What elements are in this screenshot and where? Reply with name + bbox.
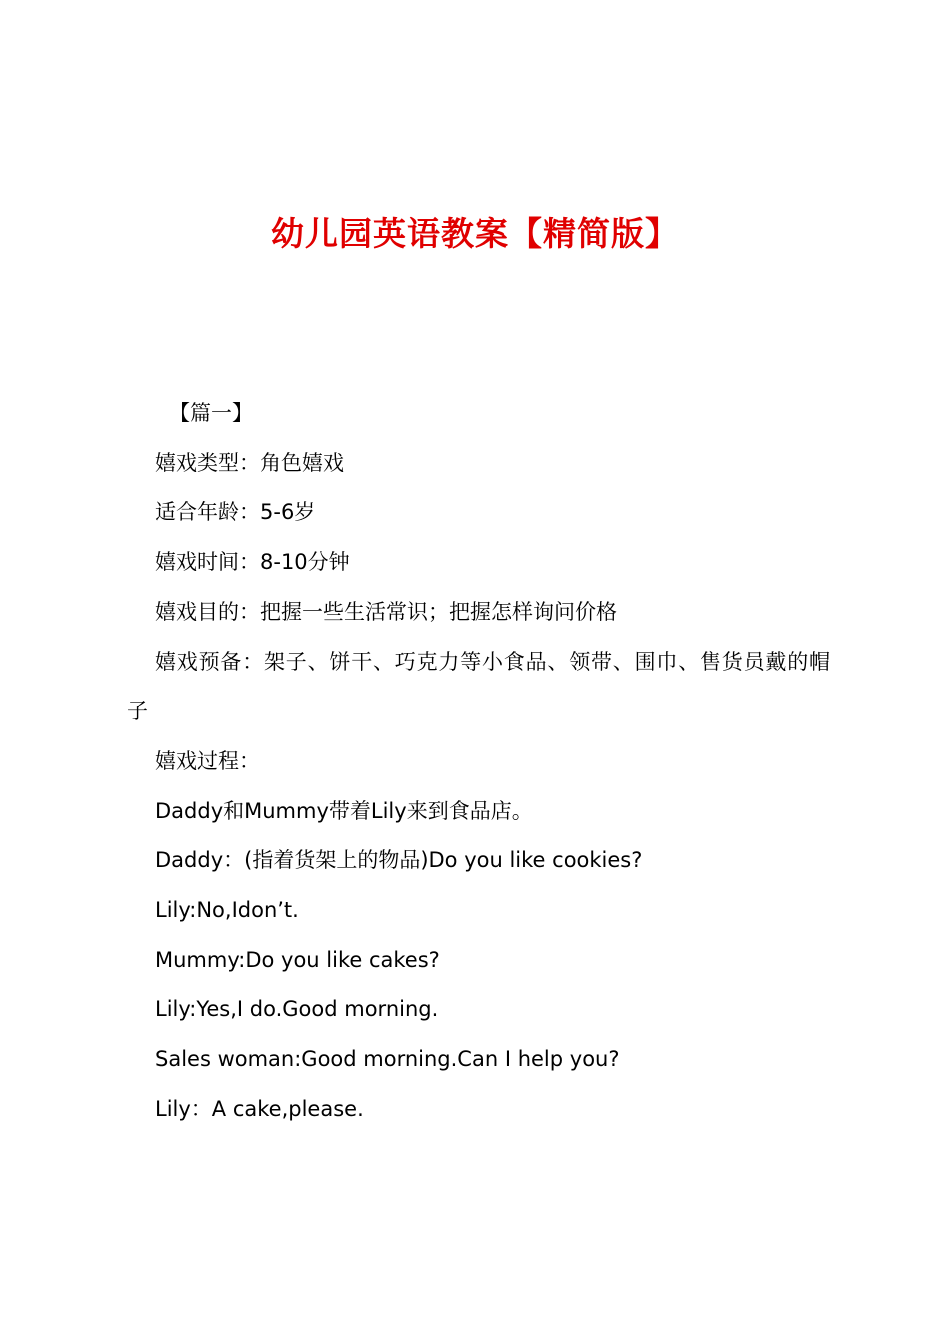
dialogue-line: Lily:No,Idon’t. <box>155 898 299 923</box>
dialogue-line: Mummy:Do you like cakes? <box>155 947 440 972</box>
game-goal: 嬉戏目的：把握一些生活常识；把握怎样询问价格 <box>155 599 617 624</box>
document-body <box>127 389 839 1135</box>
game-duration: 嬉戏时间：8-10分钟 <box>155 550 350 575</box>
suitable-age: 适合年龄：5-6岁 <box>155 500 316 525</box>
dialogue-line: Sales woman:Good morning.Can I help you? <box>155 1047 620 1072</box>
dialogue-line: Daddy：(指着货架上的物品)Do you like cookies? <box>155 848 643 873</box>
dialogue-line: Lily：A cake,please. <box>155 1096 364 1121</box>
section-heading: 【篇一】 <box>169 401 253 425</box>
dialogue-line: Lily:Yes,I do.Good morning. <box>155 997 439 1022</box>
document-title: 幼儿园英语教案【精简版】 <box>271 214 679 253</box>
game-process-heading: 嬉戏过程： <box>155 748 260 773</box>
dialogue-intro: Daddy和Mummy带着Lily来到食品店。 <box>155 798 533 823</box>
game-preparation: 嬉戏预备：架子、饼干、巧克力等小食品、领带、围巾、售货员戴的帽子 <box>127 649 831 724</box>
game-type: 嬉戏类型：角色嬉戏 <box>155 450 344 475</box>
